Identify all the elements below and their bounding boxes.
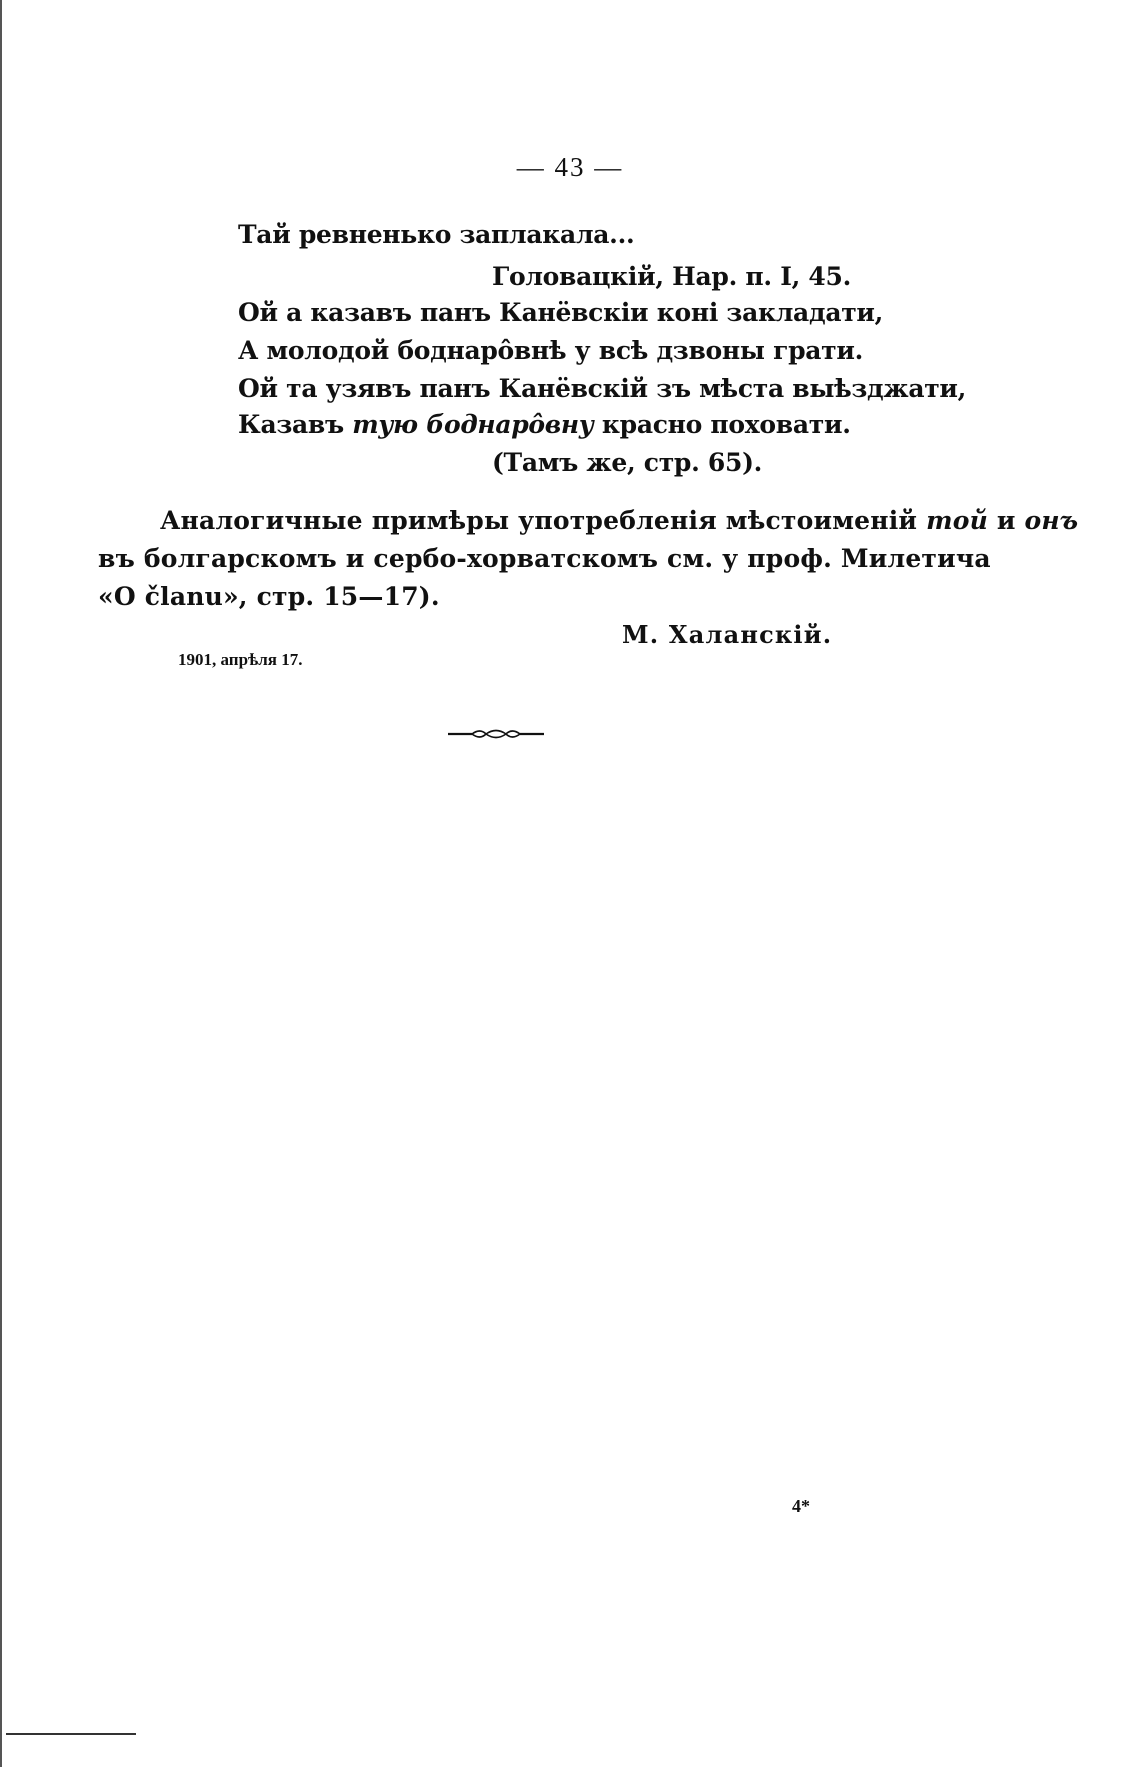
verse-citation-2: (Тамъ же, стр. 65). [492,448,763,477]
paragraph-italic-toi: той [926,506,988,535]
ornament-divider-icon [446,726,546,742]
verse-line-6 [238,410,851,439]
verse-line-3: Ой а казавъ панъ Канёвскіи коні закладати, [238,298,884,327]
verse-line-1: Тай ревненько заплакала... [238,220,635,249]
signature-mark: 4* [792,1496,810,1516]
page-number: — 43 — [516,152,624,182]
page-left-edge [0,0,2,1767]
signature: М. Халанскій. [622,620,833,649]
paragraph-conjunction: и [987,506,1025,535]
verse-citation: Головацкій, Нар. п. I, 45. [492,262,851,291]
paragraph-line-2: въ болгарскомъ и сербо-хорватскомъ см. у проф. Милетича [98,544,991,573]
verse-line-5: Ой та узявъ панъ Канёвскій зъ мѣста выѣзджати, [238,374,967,403]
paragraph-italic-on: онъ [1024,506,1079,535]
verse-line-6-start: Казавъ [238,410,353,439]
verse-line-4: А молодой боднарôвнѣ у всѣ дзвоны грати. [238,336,863,365]
page-bottom-edge [6,1733,136,1735]
paragraph-line-1-text: Аналогичные примѣры употребленія мѣстоименій [160,506,927,535]
paragraph-line-1 [160,506,1078,535]
paragraph-line-3: «O članu», стр. 15—17). [98,582,440,611]
date: 1901, апрѣля 17. [178,650,303,669]
verse-line-6-end: красно поховати. [593,410,851,439]
verse-line-6-italic: тую боднарôвну [352,410,594,439]
